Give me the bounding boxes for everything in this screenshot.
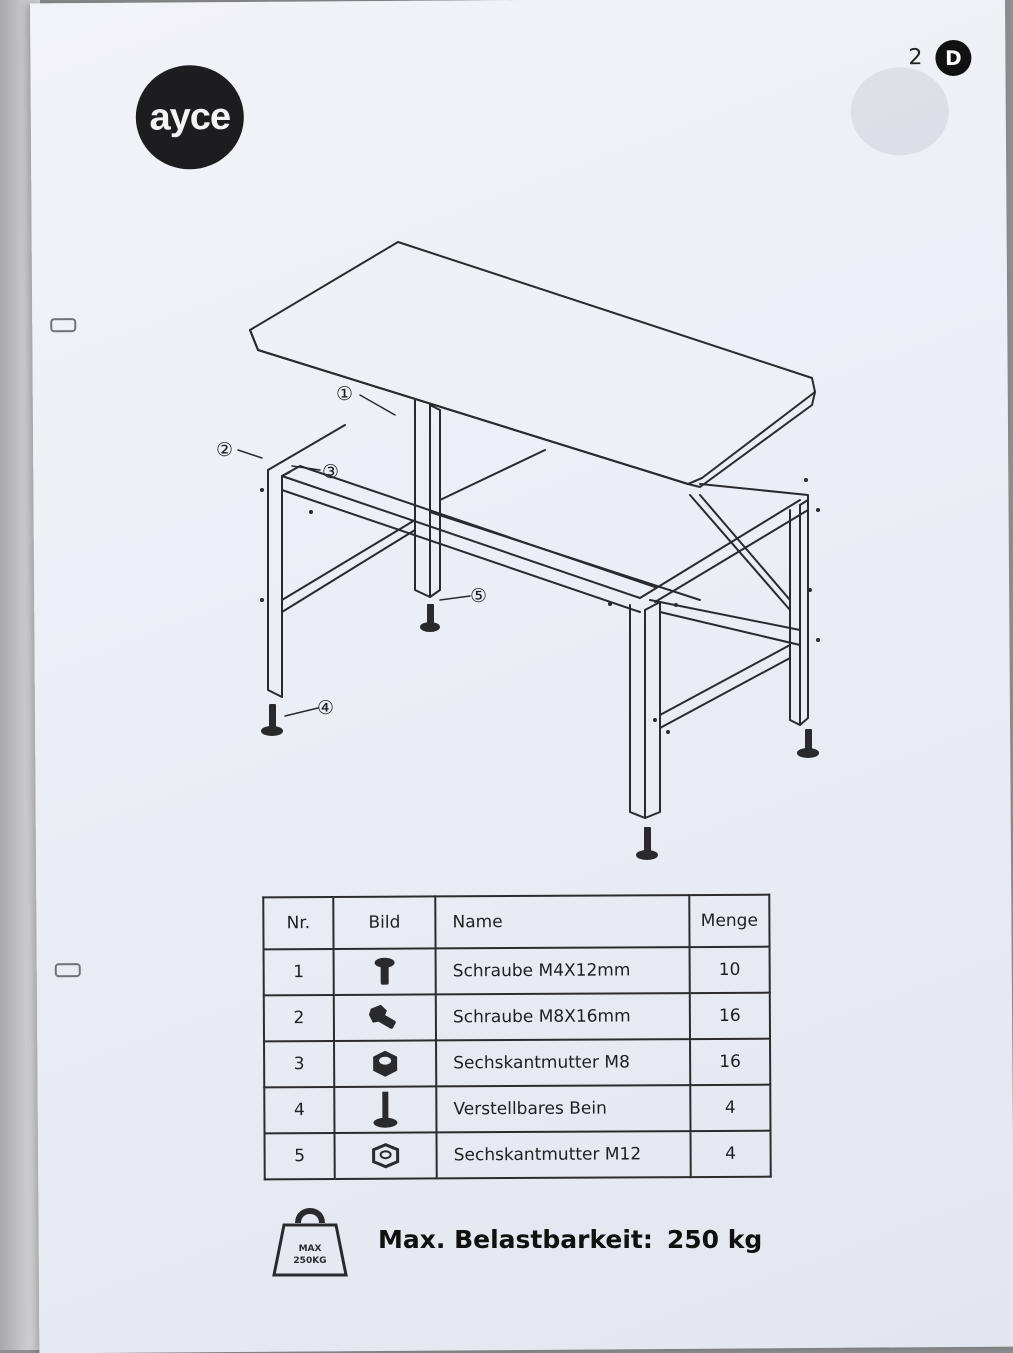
front-right-leg [630, 602, 660, 818]
row-name: Sechskantmutter M12 [437, 1131, 691, 1178]
row-bild [333, 948, 435, 995]
row-name: Sechskantmutter M8 [436, 1039, 690, 1086]
max-load-label: Max. Belastbarkeit: [378, 1225, 653, 1254]
leader-lines [238, 395, 470, 716]
screw-markers [260, 478, 820, 734]
row-name: Verstellbares Bein [436, 1085, 690, 1132]
callout-2: ② [216, 439, 234, 461]
adjustable-leg-icon [370, 1090, 400, 1130]
callout-1: ① [336, 383, 354, 405]
row-menge: 4 [690, 1131, 770, 1177]
hex-nut-icon [371, 1143, 401, 1169]
row-menge: 10 [689, 947, 769, 993]
frame-rails [268, 425, 808, 728]
row-bild [334, 1086, 436, 1133]
row-nr: 4 [264, 1087, 334, 1133]
row-nr: 1 [264, 949, 334, 995]
table-row [264, 993, 770, 1042]
weight-icon-label-bottom: 250KG [293, 1256, 327, 1266]
back-leg [415, 400, 440, 597]
max-load [378, 1225, 762, 1254]
tabletop [250, 242, 815, 487]
callout-5: ⑤ [470, 585, 488, 607]
adjustable-feet [262, 605, 818, 859]
row-name: Schraube M8X16mm [436, 993, 690, 1040]
row-menge: 4 [690, 1085, 770, 1131]
row-bild [334, 1132, 436, 1179]
back-right-leg [790, 500, 808, 725]
bolt-icon [367, 1003, 403, 1033]
row-menge: 16 [690, 993, 770, 1039]
page-number: 2 [908, 45, 923, 71]
table-row [264, 1039, 770, 1088]
table-header-row [263, 895, 769, 950]
row-menge: 16 [690, 1039, 770, 1085]
hex-nut-icon [370, 1049, 400, 1079]
row-nr: 2 [264, 995, 334, 1041]
row-nr: 3 [264, 1041, 334, 1087]
max-load-value: 250 kg [666, 1225, 763, 1254]
language-badge: D [935, 40, 971, 76]
row-nr: 5 [265, 1133, 335, 1179]
table-row [264, 1085, 770, 1134]
row-bild [334, 994, 436, 1041]
header-name: Name [435, 895, 689, 948]
table-row [265, 1131, 771, 1180]
weight-icon [270, 1203, 350, 1279]
header-bild: Bild [333, 896, 435, 949]
table-row [264, 947, 770, 996]
callout-3: ③ [322, 461, 340, 483]
front-left-leg [268, 470, 290, 697]
row-bild [334, 1040, 436, 1087]
header-nr: Nr. [263, 897, 333, 949]
parts-table [262, 894, 771, 1181]
row-name: Schraube M4X12mm [436, 947, 690, 994]
header-menge: Menge [689, 895, 769, 947]
screw-icon [372, 957, 398, 987]
callout-4: ④ [317, 697, 335, 719]
weight-icon-label-top: MAX [298, 1244, 322, 1254]
brand-logo-text: ayce [149, 95, 231, 139]
